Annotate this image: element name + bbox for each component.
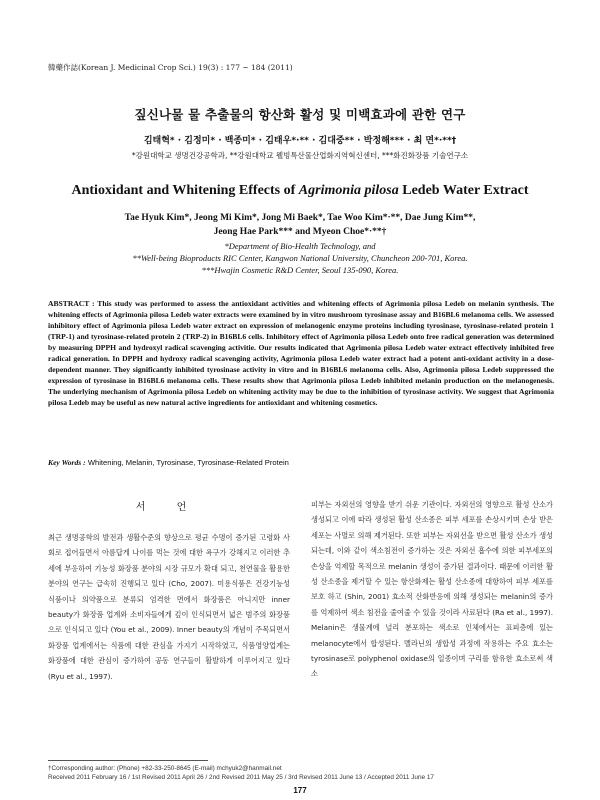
- page-number: 177: [293, 786, 307, 795]
- english-affiliation: [40, 240, 560, 276]
- english-authors-line1: Tae Hyuk Kim*, Jeong Mi Kim*, Jong Mi Baek*, Tae Woo Kim*·**, Dae Jung Kim**,: [124, 213, 476, 223]
- footnote-divider: [48, 760, 208, 761]
- body-column-left: 최근 생명공학의 발전과 생활수준의 향상으로 평균 수명이 증가된 고령화 사회로 접어들면서 아름답게 나이를 먹는 것에 대한 욕구가 강해지고 이러한 추세에 부응하여 기능성 화장품 분야의 시장 규모가 확대 되고, 천연물을 활용한 분야의 연구는 급속히 진행되고 있다 (Cho, 2007). 미용식품은 건강기능성 식품이나 의약품으로 분류되 엄격한 면에서 화장품은 아니지만 inner beauty가 화장품 업계와 소비자들에게 깊이 인식되면서 넓은 범주의 화장품으로 인식되고 있다 (You et al., 2009). Inner beauty의 개념이 주목되면서 화장품 업계에서는 식품에 대한 관심을 가지기 시작하였고, 식품영양업계는 화장품에 대한 관심이 증가하여 공동 연구들이 활발하게 이루어지고 있다 (Ryu et al., 1997).: [48, 533, 290, 681]
- footnote-corresponding: †Corresponding author: (Phone) +82-33-250-8645 (E-mail) mchyuk2@hanmail.net: [48, 765, 282, 772]
- english-title-post: Ledeb Water Extract: [398, 183, 529, 198]
- english-affil-line1: *Department of Bio-Health Technology, and: [224, 241, 376, 251]
- keywords-label: Key Words :: [48, 458, 86, 467]
- korean-affiliation: *강원대학교 생명건강공학과, **강원대학교 웰빙특산물산업화지역혁신센터, ***화진화장품 기술연구소: [131, 151, 469, 160]
- korean-title: 짚신나물 물 추출물의 항산화 활성 및 미백효과에 관한 연구: [134, 107, 466, 122]
- korean-authors: 김태혁* · 김정미* · 백종미* · 김태우*·** · 김대중** · 박정해*** · 최 면*·**†: [143, 136, 457, 146]
- english-authors: [60, 211, 540, 239]
- journal-citation: 韓藥作誌(Korean J. Medicinal Crop Sci.) 19(3) : 177 ~ 184 (2011): [48, 63, 293, 72]
- footnote: [48, 764, 568, 782]
- english-title: [0, 183, 600, 199]
- english-affil-line2: **Well-being Bioproducts RIC Center, Kangwon National University, Chuncheon 200-701, Korea.: [132, 253, 468, 263]
- abstract-text: This study was performed to assess the antioxidant activities and whitening effects of Agrimonia pilosa Ledeb on melanin synthesis. The whitening effects of Agrimonia pilosa Ledeb water extracts were examined by in vitro mushroom tyrosinase assay and B16BL6 melanoma cells. We assessed inhibitory effect of Agrimonia pilosa Ledeb water extract on expression of melanogenic enzyme proteins including tyrosinase, tyrosinase-related protein 1 (TRP-1) and tyrosinase-related protein 2 (TRP-2) in B16BL6 cells. Inhibitory effect of Agrimonia pilosa Ledeb onto free radical generation was determined by measuring DPPH and hydroxyl radical scavenging activitie. Our results indicated that Agrimonia pilosa Ledeb water extract effectively inhibited free radical generation. In DPPH and hydroxy radical scavenging activity, Agrimonia pilosa Ledeb water extract had a potent anti-oxidant activity in a dose-dependent manner. They significantly inhibited tyrosinase activity in vitro and in B16BL6 melanoma cells. Also, Agrimonia pilosa Ledeb suppressed the expression of tyrosinase in B16BL6 melanoma cells. These results show that Agrimonia pilosa Ledeb inhibited melanin production on the melanogenesis. The underlying mechanism of Agrimonia pilosa Ledeb on whitening activity may be due to the inhibition of tyrosinase activity. We suggest that Agrimonia pilosa Ledeb may be useful as new natural active ingredients for antioxidant and whitening cosmetics.: [48, 299, 554, 407]
- body-column-right: 피부는 자외선의 영향을 받기 쉬운 기관이다. 자외선의 영향으로 활성 산소가 생성되고 이에 따라 생성된 활성 산소종은 피부 세포를 손상시키며 손상 받은 세포는 사멸로 의해 제거된다. 또한 피부는 자외선을 받으면 활성 산소가 생성되는데, 이와 같이 색소침전이 증가하는 것은 자외선 흡수에 의한 피부세포의 손상을 억제할 목적으로 melanin 생성이 증가된 결과이다. 때문에 이러한 활성 산소종을 제거할 수 있는 항산화제는 활성 산소종에 대항하여 피부 세포를 보호 하고 (Shin, 2001) 효소적 산화반응에 의해 생성되는 melanin의 증가를 억제하여 색소 침전을 줄여줄 수 있을 것이라 사료된다 (Ra et al., 1997). Melanin은 생물계에 널리 분포하는 색소로 인체에서는 표피층에 있는 melanocyte에서 합성된다. 멜라닌의 생합성 과정에 작용하는 주요 효소는 tyrosinase로 polyphenol oxidase의 일종이며 구리를 함유한 효소로써 색소: [311, 500, 553, 679]
- english-authors-line2: Jeong Hae Park*** and Myeon Choe*·**†: [213, 227, 387, 237]
- english-title-pre: Antioxidant and Whitening Effects of: [71, 183, 299, 198]
- section-heading-introduction: 서 언: [135, 502, 201, 513]
- abstract-label: ABSTRACT :: [48, 299, 95, 308]
- english-title-species: Agrimonia pilosa: [298, 183, 399, 198]
- footnote-received: Received 2011 February 16 / 1st Revised 2011 April 26 / 2nd Revised 2011 May 25 / 3rd Revised 2011 June 13 / Accepted 2011 June 17: [48, 774, 434, 781]
- english-affil-line3: ***Hwajin Cosmetic R&D Center, Seoul 135-090, Korea.: [201, 265, 399, 275]
- keywords: [48, 458, 554, 467]
- abstract: [48, 298, 554, 408]
- keywords-text: Whitening, Melanin, Tyrosinase, Tyrosinase-Related Protein: [87, 458, 289, 467]
